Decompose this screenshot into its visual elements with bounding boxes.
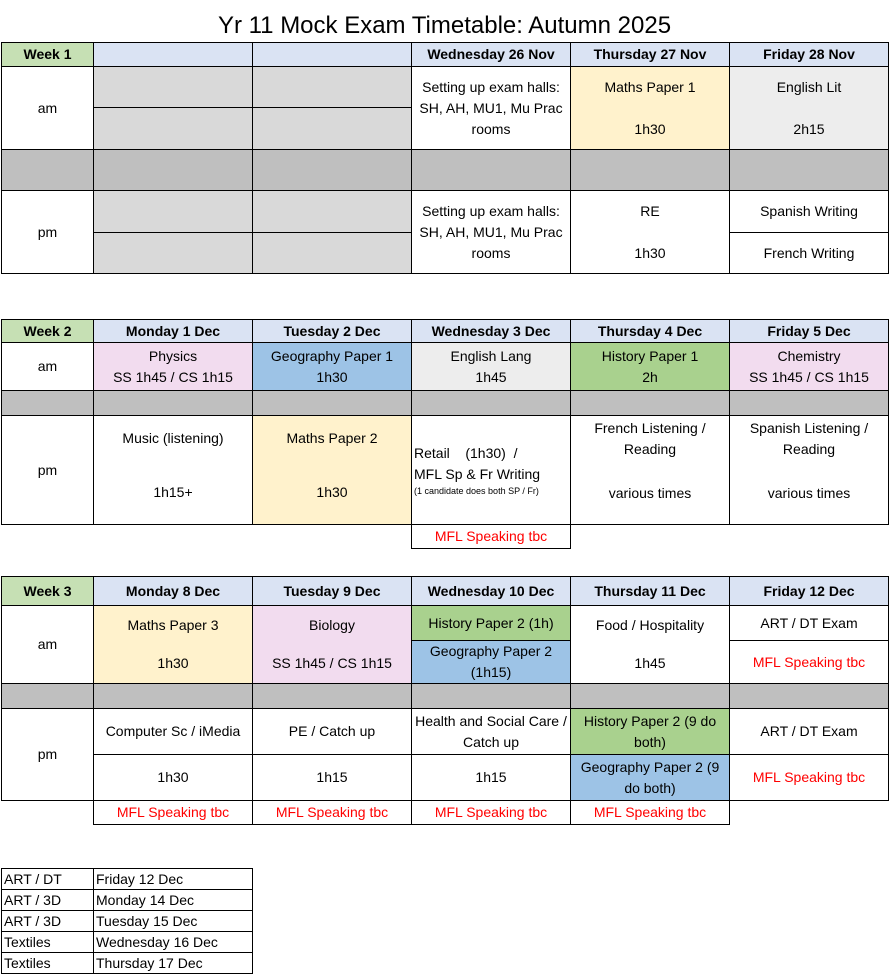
week2-day-wed: Wednesday 3 Dec bbox=[412, 320, 571, 343]
week3-am-tue bbox=[253, 606, 412, 684]
week3-pm-wed-subject: Health and Social Care / Catch up bbox=[412, 709, 571, 755]
week1-pm-thu bbox=[571, 191, 730, 274]
practical-subject: ART / 3D bbox=[2, 890, 94, 911]
week3-am-label: am bbox=[2, 606, 94, 684]
exam-subject: Biology bbox=[309, 617, 355, 633]
exam-duration: 1h15+ bbox=[153, 484, 193, 500]
week2-am-tue bbox=[253, 343, 412, 391]
exam-duration: various times bbox=[608, 485, 692, 501]
week3-am-thu bbox=[571, 606, 730, 684]
week2-day-thu: Thursday 4 Dec bbox=[571, 320, 730, 343]
exam-subject: Retail (1h30) / bbox=[414, 445, 518, 461]
exam-duration: 1h30 bbox=[316, 368, 348, 385]
practical-exam-row bbox=[2, 911, 253, 932]
week1-table bbox=[1, 42, 889, 274]
week1-pm-fri-1: Spanish Writing bbox=[730, 191, 889, 233]
practical-subject: Textiles bbox=[2, 953, 94, 974]
week2-label: Week 2 bbox=[2, 320, 94, 343]
week3-pm-mon-time: 1h30 bbox=[94, 755, 253, 801]
practical-date: Monday 14 Dec bbox=[94, 890, 253, 911]
exam-subject: Physics bbox=[148, 347, 198, 364]
week3-pm-wed-time: 1h15 bbox=[412, 755, 571, 801]
week1-day-wed: Wednesday 26 Nov bbox=[412, 43, 571, 67]
unused-cell bbox=[94, 191, 253, 233]
week1-header-row bbox=[2, 43, 889, 67]
practical-exams-table bbox=[1, 868, 253, 974]
week2-am-thu bbox=[571, 343, 730, 391]
week1-header-blank bbox=[253, 43, 412, 67]
week2-pm-mon bbox=[94, 416, 253, 525]
practical-date: Tuesday 15 Dec bbox=[94, 911, 253, 932]
week2-day-fri: Friday 5 Dec bbox=[730, 320, 889, 343]
exam-subject: English Lit bbox=[776, 78, 842, 95]
week3-label: Week 3 bbox=[2, 577, 94, 606]
week2-pm-thu bbox=[571, 416, 730, 525]
week3-pm-thu-2: Geography Paper 2 (9 do both) bbox=[571, 755, 730, 801]
practical-exam-row bbox=[2, 953, 253, 974]
practical-exam-row bbox=[2, 869, 253, 890]
week2-am-mon bbox=[94, 343, 253, 391]
week2-header-row bbox=[2, 320, 889, 343]
week3-am-wed-2: Geography Paper 2 (1h15) bbox=[412, 641, 571, 684]
unused-cell bbox=[253, 67, 412, 108]
exam-subject: Maths Paper 1 bbox=[604, 78, 696, 95]
week1-am-label: am bbox=[2, 67, 94, 150]
week2-speaking-wed: MFL Speaking tbc bbox=[412, 525, 571, 549]
week3-pm-tue-time: 1h15 bbox=[253, 755, 412, 801]
practical-date: Friday 12 Dec bbox=[94, 869, 253, 890]
week3-day-mon: Monday 8 Dec bbox=[94, 577, 253, 606]
exam-subject: English Lang bbox=[450, 347, 532, 364]
week2-pm-fri bbox=[730, 416, 889, 525]
unused-cell bbox=[94, 233, 253, 274]
exam-duration: 1h30 bbox=[634, 120, 666, 137]
exam-duration: 1h30 bbox=[157, 655, 189, 671]
practical-exam-row bbox=[2, 932, 253, 953]
week1-pm-label: pm bbox=[2, 191, 94, 274]
exam-duration: 1h30 bbox=[634, 244, 666, 261]
practical-subject: Textiles bbox=[2, 932, 94, 953]
exam-duration: 1h45 bbox=[634, 655, 666, 671]
lunch-separator-row bbox=[2, 391, 889, 416]
practical-exam-row bbox=[2, 890, 253, 911]
exam-duration: 2h bbox=[642, 368, 658, 385]
page-title: Yr 11 Mock Exam Timetable: Autumn 2025 bbox=[217, 12, 672, 39]
week2-pm-wed bbox=[412, 416, 571, 525]
exam-subject: History Paper 1 bbox=[601, 347, 699, 364]
week3-pm-label: pm bbox=[2, 709, 94, 801]
exam-duration: various times bbox=[767, 485, 851, 501]
week3-pm-mon-subject: Computer Sc / iMedia bbox=[94, 709, 253, 755]
practical-subject: ART / 3D bbox=[2, 911, 94, 932]
week3-speaking-tue: MFL Speaking tbc bbox=[253, 801, 412, 825]
exam-duration: 1h30 bbox=[316, 484, 348, 500]
lunch-separator-row bbox=[2, 684, 889, 709]
lunch-separator-row bbox=[2, 150, 889, 191]
week3-pm-fri-1: ART / DT Exam bbox=[730, 709, 889, 755]
practical-date: Wednesday 16 Dec bbox=[94, 932, 253, 953]
practical-subject: ART / DT bbox=[2, 869, 94, 890]
week2-pm-tue bbox=[253, 416, 412, 525]
week3-speaking-thu: MFL Speaking tbc bbox=[571, 801, 730, 825]
week3-header-row bbox=[2, 577, 889, 606]
exam-duration: 1h45 bbox=[475, 368, 507, 385]
week3-speaking-mon: MFL Speaking tbc bbox=[94, 801, 253, 825]
exam-subject: French Listening / Reading bbox=[594, 420, 706, 457]
week2-day-tue: Tuesday 2 Dec bbox=[253, 320, 412, 343]
week2-am-wed bbox=[412, 343, 571, 391]
week2-am-label: am bbox=[2, 343, 94, 391]
unused-cell bbox=[94, 67, 253, 108]
exam-subject: Spanish Listening / Reading bbox=[749, 420, 869, 457]
week1-pm-fri-2: French Writing bbox=[730, 233, 889, 274]
week2-table bbox=[1, 319, 889, 549]
week2-pm-label: pm bbox=[2, 416, 94, 525]
exam-subject: Chemistry bbox=[777, 347, 841, 364]
unused-cell bbox=[253, 191, 412, 233]
exam-duration: SS 1h45 / CS 1h15 bbox=[113, 368, 233, 385]
unused-cell bbox=[94, 108, 253, 150]
week3-pm-tue-subject: PE / Catch up bbox=[253, 709, 412, 755]
week2-am-fri bbox=[730, 343, 889, 391]
exam-subject: MFL Sp & Fr Writing bbox=[414, 466, 541, 482]
exam-note: (1 candidate does both SP / Fr) bbox=[414, 486, 539, 496]
week1-am-fri bbox=[730, 67, 889, 150]
exam-duration: 2h15 bbox=[793, 120, 825, 137]
week3-day-fri: Friday 12 Dec bbox=[730, 577, 889, 606]
week3-am-mon bbox=[94, 606, 253, 684]
week1-day-fri: Friday 28 Nov bbox=[730, 43, 889, 67]
week3-speaking-wed: MFL Speaking tbc bbox=[412, 801, 571, 825]
exam-subject: Music (listening) bbox=[122, 430, 224, 446]
week3-day-tue: Tuesday 9 Dec bbox=[253, 577, 412, 606]
week3-day-thu: Thursday 11 Dec bbox=[571, 577, 730, 606]
week3-day-wed: Wednesday 10 Dec bbox=[412, 577, 571, 606]
unused-cell bbox=[253, 108, 412, 150]
exam-duration: SS 1h45 / CS 1h15 bbox=[749, 368, 869, 385]
exam-subject: Food / Hospitality bbox=[595, 617, 705, 633]
exam-subject: Maths Paper 2 bbox=[286, 430, 378, 446]
week1-label: Week 1 bbox=[2, 43, 94, 67]
exam-duration: SS 1h45 / CS 1h15 bbox=[272, 655, 392, 671]
week3-table bbox=[1, 576, 889, 825]
exam-subject: Geography Paper 1 bbox=[270, 347, 394, 364]
week1-am-thu bbox=[571, 67, 730, 150]
week1-am-wed: Setting up exam halls: SH, AH, MU1, Mu Prac rooms bbox=[412, 67, 571, 150]
week1-pm-wed: Setting up exam halls: SH, AH, MU1, Mu Prac rooms bbox=[412, 191, 571, 274]
week2-day-mon: Monday 1 Dec bbox=[94, 320, 253, 343]
practical-date: Thursday 17 Dec bbox=[94, 953, 253, 974]
exam-subject: RE bbox=[640, 202, 660, 219]
week3-am-wed-1: History Paper 2 (1h) bbox=[412, 606, 571, 641]
week3-pm-thu-1: History Paper 2 (9 do both) bbox=[571, 709, 730, 755]
week3-am-fri-1: ART / DT Exam bbox=[730, 606, 889, 641]
unused-cell bbox=[253, 233, 412, 274]
week1-header-blank bbox=[94, 43, 253, 67]
week1-day-thu: Thursday 27 Nov bbox=[571, 43, 730, 67]
week3-am-fri-2: MFL Speaking tbc bbox=[730, 641, 889, 684]
exam-subject: Maths Paper 3 bbox=[127, 617, 219, 633]
week3-pm-fri-2: MFL Speaking tbc bbox=[730, 755, 889, 801]
